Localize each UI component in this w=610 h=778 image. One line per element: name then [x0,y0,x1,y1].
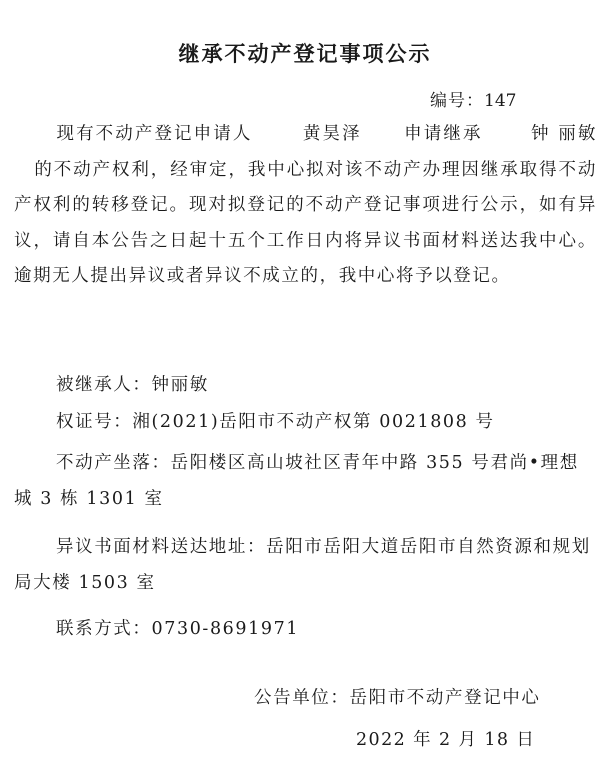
notice-body [14,117,597,295]
location-label: 不动产坐落： [56,453,171,473]
certificate-value: 湘(2021)岳阳市不动产权第 0021808 号 [132,412,495,432]
deceased-field [14,368,597,404]
issue-date: 2022 年 2 月 18 日 [356,730,536,750]
document-title: 继承不动产登记事项公示 [178,42,432,66]
address-label: 异议书面材料送达地址： [56,537,267,557]
intro-mid: 申请继承 [403,124,483,144]
contact-field [14,612,597,648]
address-field [14,530,597,601]
deceased-label: 被继承人： [56,375,152,395]
intro-prefix: 现有不动产登记申请人 [56,124,253,144]
deceased-name-part2: 丽敏 [558,124,597,144]
certificate-label: 权证号： [56,412,133,432]
location-field [14,446,597,517]
location-value: 岳阳楼区高山坡社区青年中路 355 号君尚•理想城 3 栋 1301 室 [14,453,579,509]
unit-label: 公告单位： [254,688,350,708]
document-number [430,86,516,111]
intro-rest: 的不动产权利，经审定，我中心拟对该不动产办理因继承取得不动产权利的转移登记。现对拟登记的不动产登记事项进行公示，如有异议，请自本公告之日起十五个工作日内将异议书面材料送达我中心。逾期无人提出异议或者异议不成立的，我中心将予以登记。 [14,159,597,286]
contact-value: 0730-8691971 [151,619,300,639]
number-label: 编号： [430,91,484,111]
issuing-unit [254,684,541,709]
applicant-name: 黄昊泽 [302,124,362,144]
certificate-field [14,405,597,441]
contact-label: 联系方式： [56,619,152,639]
deceased-value: 钟丽敏 [151,375,209,395]
address-value: 岳阳市岳阳大道岳阳市自然资源和规划局大楼 1503 室 [14,537,591,593]
unit-value: 岳阳市不动产登记中心 [349,688,541,708]
number-value: 147 [484,91,517,111]
deceased-name-part1: 钟 [530,124,551,144]
